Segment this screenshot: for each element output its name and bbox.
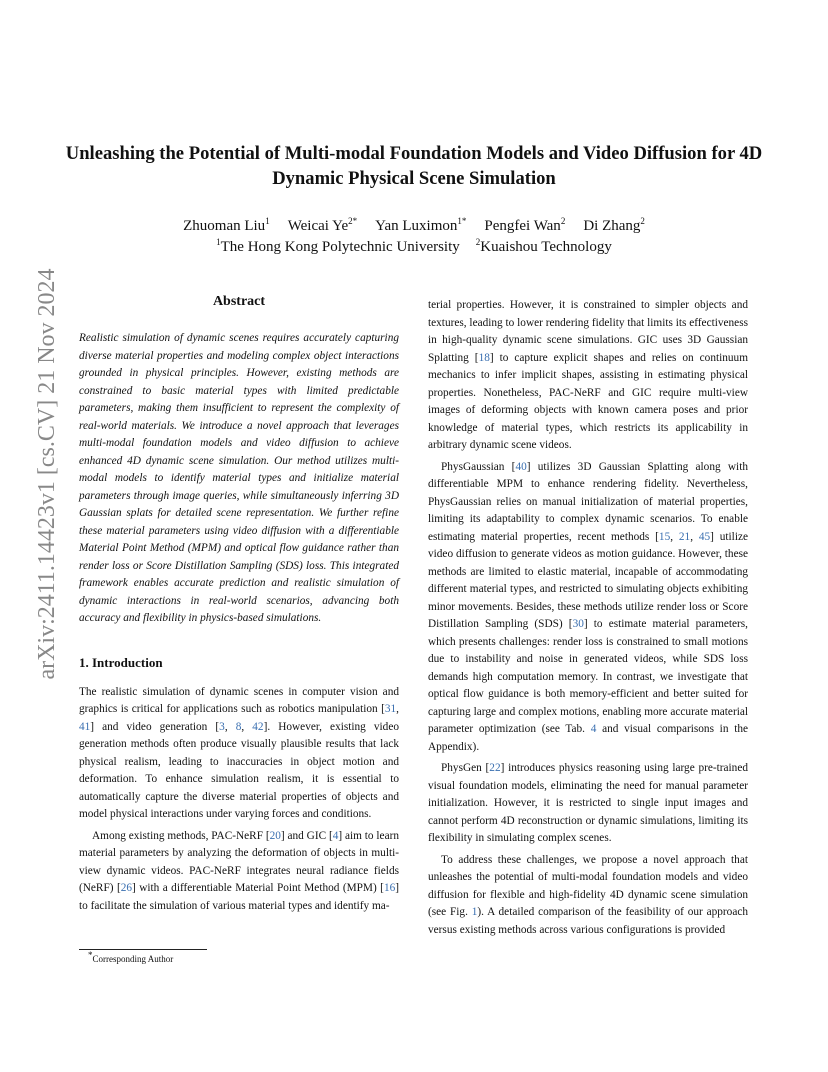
author-affiliation-marker: 2 [640, 216, 645, 226]
left-column [79, 293, 399, 915]
intro-paragraph-2: Among existing methods, PAC-NeRF [20] and GIC [4] aim to learn material parameters by analyzing the deformation of objects in multi-view dynamic videos. PAC-NeRF integrates neural radiance fields (NeRF) [26] with a differentiable Material Point Method (MPM) [16] to facilitate the simulation of various material types and identify ma- [79, 829, 399, 912]
footnote [88, 950, 174, 965]
author-list [60, 216, 768, 237]
footnote-rule [79, 949, 207, 950]
paper-title: Unleashing the Potential of Multi-modal Foundation Models and Video Diffusion for 4D Dynamic Physical Scene Simulation [65, 143, 763, 189]
citation-link[interactable]: 30 [572, 618, 584, 630]
citation-link[interactable]: 45 [698, 530, 711, 543]
citation-link[interactable]: 21 [678, 530, 691, 543]
intro-paragraph-1: The realistic simulation of dynamic scenes in computer vision and graphics is critical for applications such as robotics manipulation [31, 41] and video generation [3, 8, 42]. However, existing video generation methods often produce visually plausible results that lack physical realism, leading to inaccuracies in object motion and deformation. To enhance simulation realism, it is essential to automatically capture the diverse material properties of objects and model physical interactions under varying forces and conditions. [79, 685, 399, 820]
right-column [428, 297, 748, 939]
affiliation: $^1$The Hong Kong Polytechnic University [216, 237, 460, 255]
abstract-heading: Abstract [212, 294, 266, 309]
author-affiliation-marker: 1 [265, 216, 270, 226]
citation-link[interactable]: 8 [235, 720, 242, 733]
affiliation: $^2$Kuaishou Technology [475, 237, 612, 255]
footnote-text: Corresponding Author [92, 954, 174, 964]
author-affiliation-marker: 2 [560, 216, 566, 226]
author-name: Weicai $Ye^{2*}$ [287, 216, 358, 234]
intro-paragraph-6: To address these challenges, we propose a novel approach that unleashes the potential of multi-modal foundation models and video diffusion for flexible and high-fidelity 4D dynamic scene simulation (see Fig. 1). A detailed comparison of the feasibility of our approach versus existing methods across various configurations is provided [428, 853, 748, 936]
affiliation-marker: 1 [216, 237, 221, 247]
citation-link[interactable]: 41 [79, 720, 91, 733]
author-name: Zhuoman Liu$^1$ [183, 216, 270, 234]
citation-link[interactable]: 4 [590, 723, 597, 735]
abstract-text: Realistic simulation of dynamic scenes requires accurately capturing diverse material properties and modeling complex object interactions grounded in physical principles. However, existing methods are constrained to basic material types with limited predictable parameters, making them insufficient to represent the complexity of real-world materials. We introduce a novel approach that leverages multi-modal foundation models and video diffusion to achieve enhanced 4D dynamic scene simulation. Our method utilizes multi-modal models to identify material types and initialize material parameters through image queries, while simultaneously inferring 3D Gaussian splats for detailed scene representation. We further refine these material parameters using video diffusion with a differentiable Material Point Method (MPM) and optical flow guidance rather than render loss or Score Distillation Sampling (SDS) loss. This integrated framework enables accurate prediction and realistic simulation of dynamic interactions in real-world scenarios, advancing both accuracy and flexibility in physics-based simulations. [79, 332, 399, 624]
author-name: Yan Luximon$^{1*}$ [375, 216, 467, 234]
arxiv-identifier: arXiv:2411.14423v1 [cs.CV] 21 Nov 2024 [34, 268, 60, 680]
affiliation-list [60, 237, 768, 258]
affiliation-marker: 2 [475, 237, 481, 247]
citation-link[interactable]: 18 [478, 351, 490, 364]
citation-link[interactable]: 4 [332, 829, 339, 842]
citation-link[interactable]: 42 [252, 720, 264, 733]
citation-link[interactable]: 15 [658, 530, 671, 543]
section-heading-introduction: 1. Introduction [79, 654, 163, 670]
author-affiliation-marker: 1* [457, 216, 467, 226]
citation-link[interactable]: 22 [489, 762, 501, 774]
citation-link[interactable]: 1 [471, 906, 478, 918]
citation-link[interactable]: 20 [269, 829, 281, 842]
intro-paragraph-5: PhysGen [22] introduces physics reasoning using large pre-trained visual foundation models, eliminating the need for manual parameter initialization. However, it is restricted to single input images and cannot perform 4D reconstruction or dynamic simulations, limiting its flexibility in simulating complex scenes. [428, 762, 748, 844]
citation-link[interactable]: 16 [383, 882, 396, 894]
author-name: Di Zhang$^2$ [583, 216, 645, 234]
footnote-marker: * [88, 950, 93, 960]
intro-paragraph-4: PhysGaussian [40] utilizes 3D Gaussian Splatting along with differentiable MPM to enhance rendering fidelity. Nevertheless, PhysGaussian relies on manual initialization of material properties, limiting its adaptability to complex dynamic scenarios. To enable estimating material properties, recent methods [15, 21, 45] utilize video diffusion to generate videos as motion guidance. However, these methods are limited to elastic material, incapable of accommodating different material types, and restricted to simulating objects exhibiting minor movements. Besides, these methods utilize render loss or Score Distillation Sampling (SDS) [30] to estimate material parameters, which presents challenges: render loss is constrained to small motions due to instability and noise in generated videos, while SDS loss demands high computation memory. In contrast, we investigate that optical flow guidance is both memory-efficient and better suited for capturing large and complex motions, enabling more accurate material parameter optimization (see Tab. 4 and visual comparisons in the Appendix). [428, 460, 749, 753]
citation-link[interactable]: 3 [219, 720, 225, 733]
author-name: Pengfei Wan$^2$ [484, 216, 566, 234]
intro-paragraph-3: terial properties. However, it is constrained to simpler objects and textures, leading to lower rendering fidelity that limits its effectiveness in high-quality dynamic scene simulations. GIC uses 3D Gaussian Splatting [18] to capture explicit shapes and relies on continuum mechanics to infer implicit shapes, assisting in estimating physical properties. Nonetheless, PAC-NeRF and GIC require multi-view images of deforming objects with known camera poses and prior knowledge of material types, which restricts its applicability in arbitrary dynamic scene videos. [428, 299, 748, 451]
citation-link[interactable]: 40 [515, 460, 527, 473]
author-affiliation-marker: 2* [348, 216, 358, 226]
citation-link[interactable]: 31 [384, 703, 397, 715]
citation-link[interactable]: 26 [120, 882, 133, 894]
